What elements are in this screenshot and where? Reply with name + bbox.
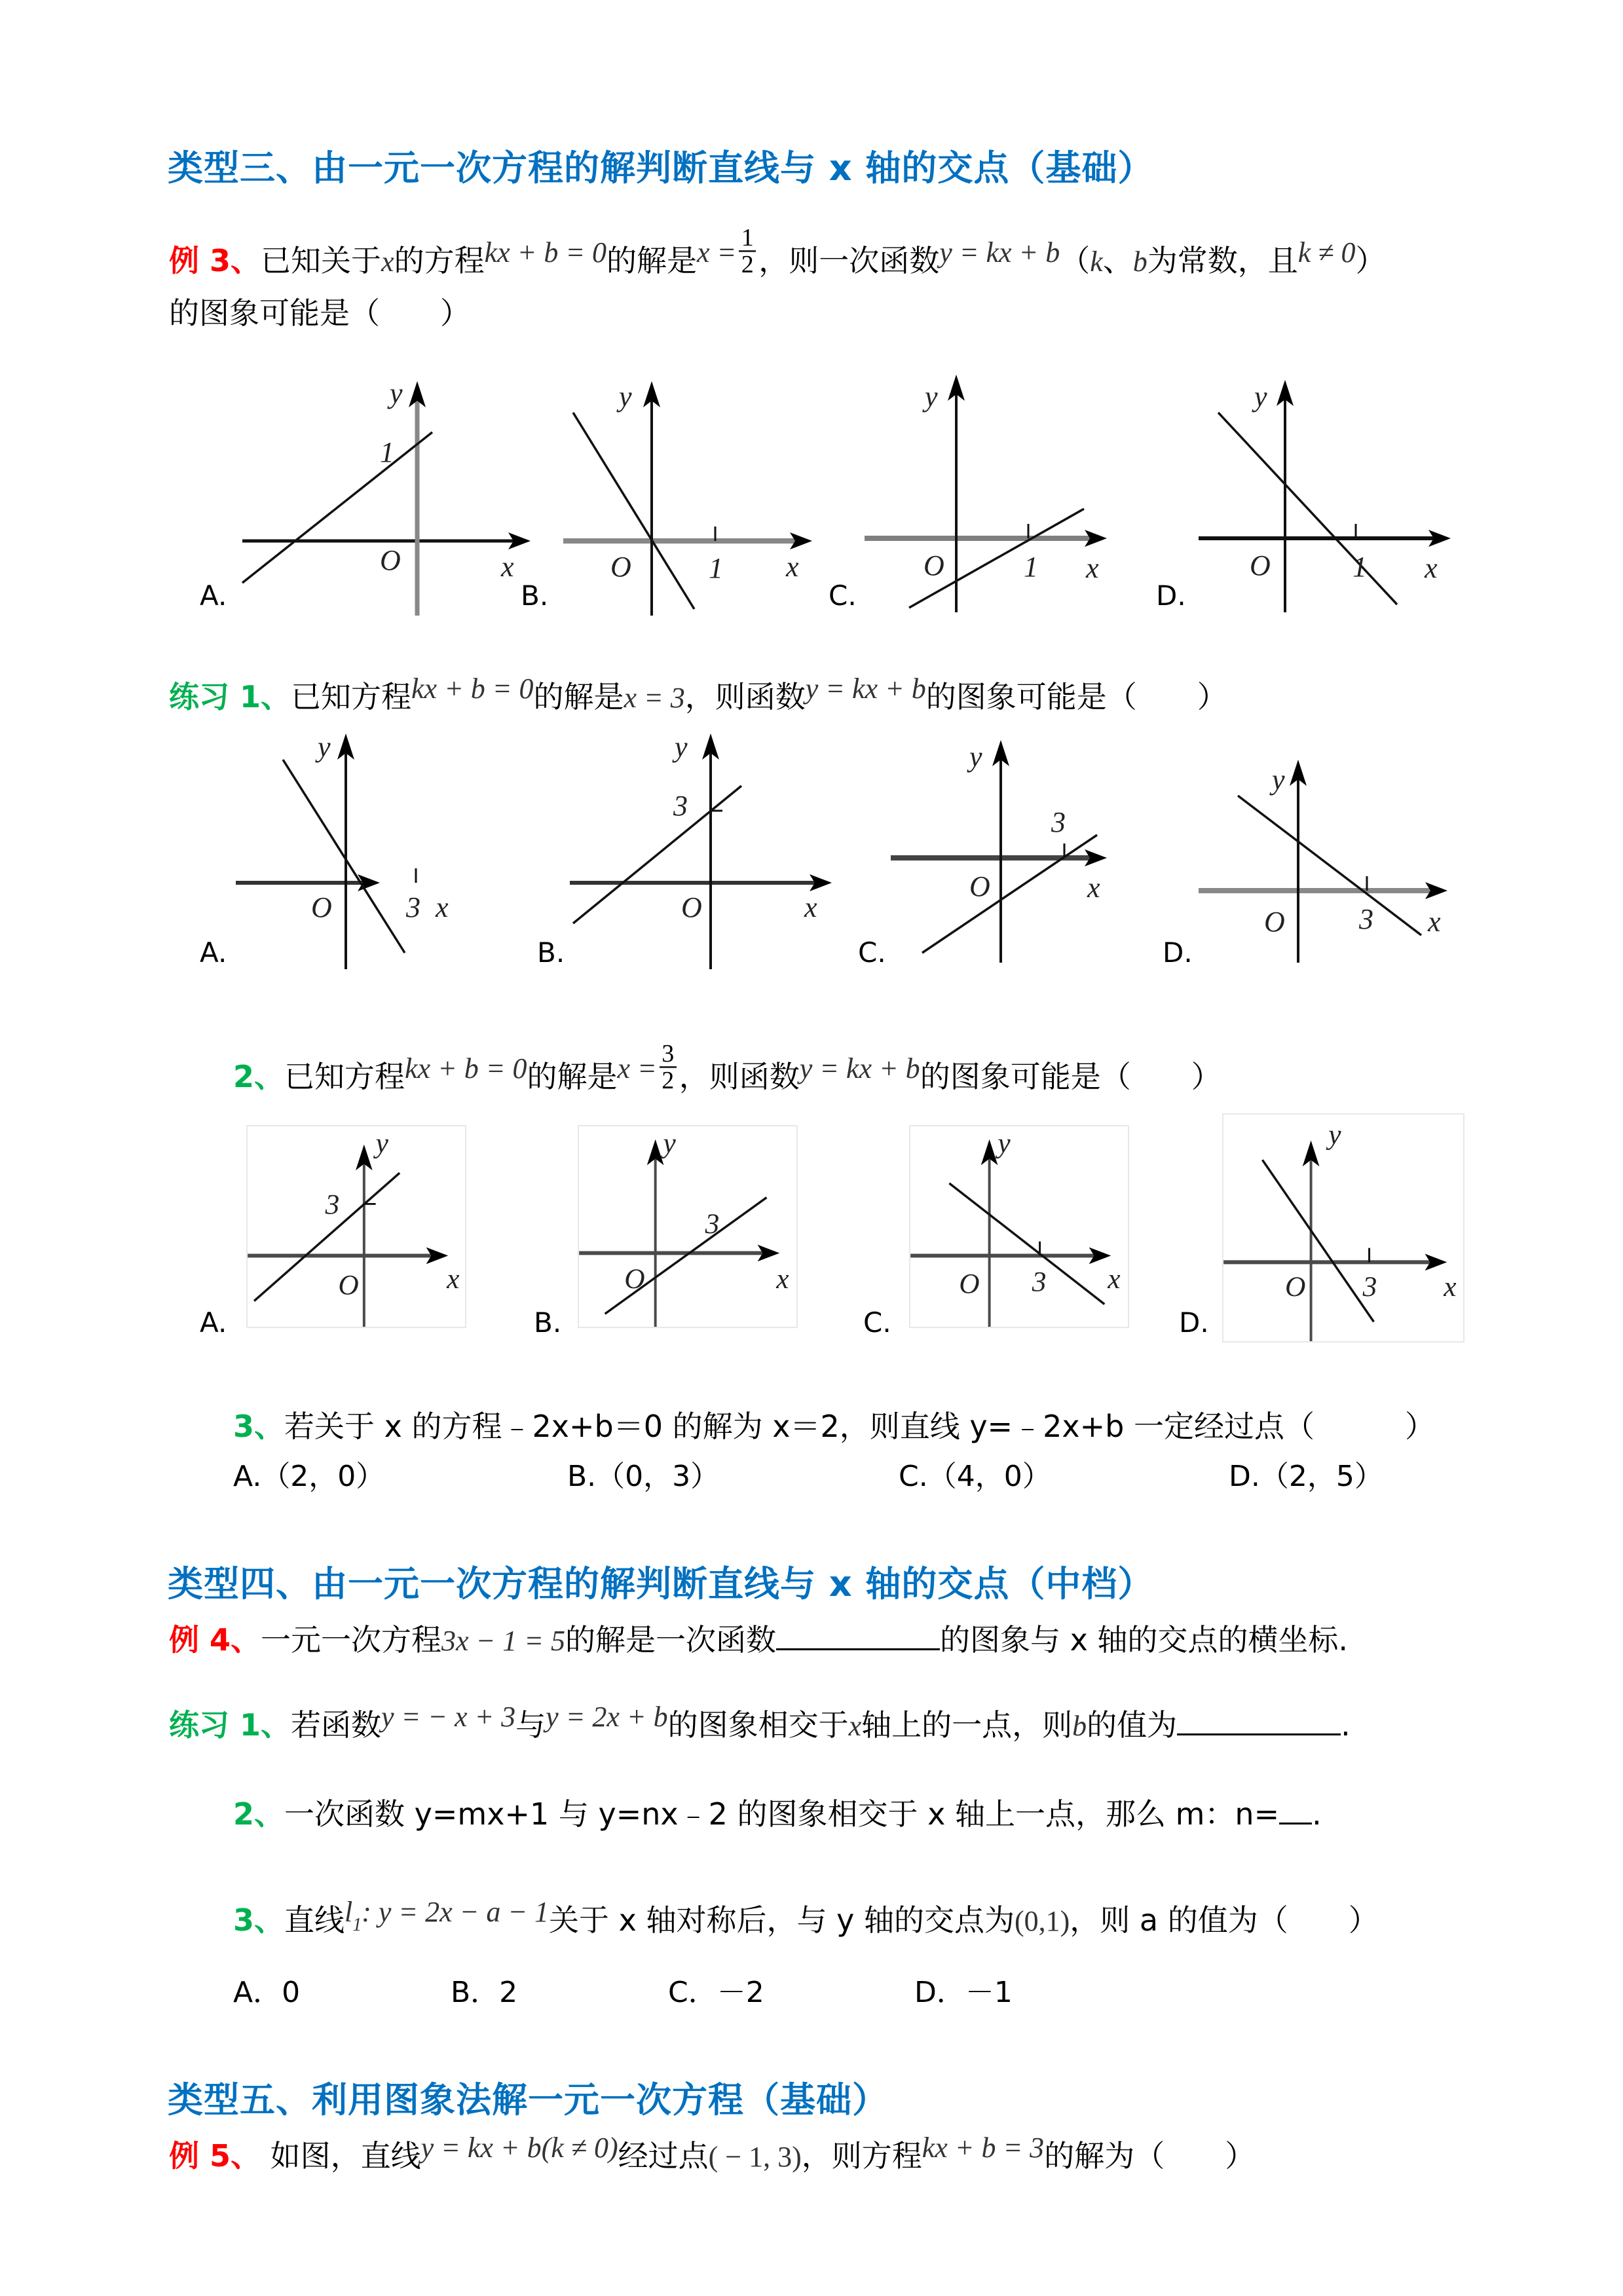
text: 的图象可能是（ ） (920, 1059, 1222, 1094)
math-equation: kx + b = 3 (922, 2132, 1045, 2164)
intercept-label: 1 (709, 552, 723, 584)
text: 的值为 (1087, 1707, 1178, 1743)
math-function: y = kx + b (799, 1052, 920, 1084)
intercept-label: 1 (380, 436, 394, 468)
section-heading-type3: 类型三、由一元一次方程的解判断直线与 x 轴的交点（基础） (168, 147, 1154, 189)
math-solution: x = (697, 236, 737, 268)
coordinate-graph (248, 1126, 465, 1327)
type4-practice2-label: 2、 (233, 1796, 285, 1832)
intercept-label: 3 (1359, 903, 1373, 935)
coordinate-graph (1192, 367, 1487, 616)
origin-label: O (959, 1268, 980, 1300)
text: 为常数，且 (1147, 243, 1298, 278)
math-var: k (1090, 246, 1103, 278)
math-equation: : y = 2x − a − 1 (362, 1896, 550, 1928)
text: ，则方程 (801, 2138, 922, 2174)
practice2-option-letter-d[interactable]: D. (1179, 1306, 1209, 1339)
coordinate-graph (216, 367, 514, 616)
example4-question (169, 1620, 1348, 1661)
x-axis-label: x (804, 891, 817, 923)
text: 直线 (284, 1902, 345, 1938)
text: 与 (515, 1707, 546, 1743)
function-line (283, 760, 405, 953)
example3-question-line2: 的图象可能是（ ） (169, 295, 470, 331)
origin-label: O (1250, 549, 1271, 582)
origin-label: O (1285, 1270, 1306, 1303)
math-equation: kx + b = 0 (411, 673, 534, 705)
y-axis-label: y (998, 1127, 1011, 1159)
text: 一次函数 y=mx+1 与 y=nx﹣2 的图象相交于 x 轴上一点，那么 m：n= (284, 1796, 1280, 1832)
denominator: 2 (741, 251, 754, 278)
text: . (1341, 1707, 1351, 1743)
origin-label: O (380, 544, 401, 576)
y-axis-label: y (969, 741, 982, 773)
text: 一元一次方程 (261, 1622, 442, 1657)
x-axis-label: x (1086, 552, 1099, 584)
y-axis-label: y (318, 731, 331, 763)
text: 经过点 (618, 2138, 709, 2174)
math-function: y = − x + 3 (381, 1701, 516, 1733)
y-axis-label: y (1254, 380, 1267, 413)
practice3-question (233, 1407, 1435, 1446)
intercept-label: 1 (1352, 551, 1367, 583)
coordinate-graph (537, 367, 832, 616)
coordinate-graph (1199, 760, 1474, 963)
text: 的解是 (533, 679, 624, 714)
fraction (660, 1041, 677, 1093)
practice3-option-b[interactable]: B.（0，3） (567, 1460, 720, 1493)
practice2-option-graph-b[interactable] (578, 1125, 798, 1328)
y-axis-label: y (390, 377, 403, 409)
y-axis-label: y (1272, 764, 1285, 796)
type4-practice3-label: 3、 (233, 1902, 285, 1938)
text: 若函数 (291, 1707, 382, 1743)
math-solution: x = 3 (624, 682, 685, 714)
origin-label: O (624, 1263, 645, 1295)
text: 若关于 x 的方程﹣2x+b＝0 的解为 x＝2，则直线 y=﹣2x+b 一定经过点（ ） (284, 1409, 1435, 1444)
y-axis-label: y (925, 380, 938, 413)
coordinate-graph (891, 740, 1166, 963)
text: 关于 x 轴对称后，与 y 轴的交点为 (549, 1902, 1015, 1938)
practice1-label: 练习 1、 (169, 679, 291, 714)
text: 的图象可能是（ ） (925, 679, 1227, 714)
practice2-option-letter-c[interactable]: C. (863, 1306, 891, 1339)
example3-option-letter-a[interactable]: A. (200, 580, 227, 612)
text: （ (1060, 243, 1091, 278)
example3-option-letter-d[interactable]: D. (1156, 580, 1186, 612)
example3-option-letter-c[interactable]: C. (829, 580, 857, 612)
text: 的解是 (527, 1059, 618, 1094)
math-function: y = kx + b (939, 236, 1060, 268)
math-solution: x = (617, 1052, 657, 1084)
x-axis-label: x (447, 1263, 460, 1295)
practice1-option-letter-c[interactable]: C. (858, 936, 886, 969)
numerator: 3 (662, 1040, 675, 1067)
y-axis-label: y (375, 1127, 388, 1159)
coordinate-graph (865, 367, 1159, 616)
intercept-label: 3 (1051, 806, 1066, 838)
origin-label: O (923, 549, 944, 582)
text: ，则 a 的值为（ ） (1070, 1902, 1379, 1938)
math-var: x (848, 1710, 862, 1742)
math-equation: kx + b = 0 (405, 1052, 527, 1084)
x-axis-label: x (1108, 1263, 1121, 1295)
practice3-option-a[interactable]: A.（2，0） (233, 1460, 385, 1493)
practice2-option-letter-b[interactable]: B. (534, 1306, 562, 1339)
practice3-option-c[interactable]: C.（4，0） (899, 1460, 1051, 1493)
math-var: b (1072, 1710, 1087, 1742)
y-axis-label: y (1328, 1119, 1341, 1151)
math-equation: 3x − 1 = 5 (441, 1625, 565, 1657)
text: ，则函数 (679, 1059, 800, 1094)
text: 的解是一次函数 (565, 1622, 776, 1657)
origin-label: O (1264, 906, 1285, 938)
x-axis-label: x (1444, 1270, 1457, 1303)
practice1-option-graph-d[interactable] (1199, 760, 1474, 963)
intercept-label: 3 (1362, 1270, 1377, 1303)
section-heading-type4: 类型四、由一元一次方程的解判断直线与 x 轴的交点（中档） (168, 1563, 1154, 1604)
text: 的解是 (606, 243, 698, 278)
math-var: l (345, 1896, 353, 1928)
example3-option-graph-b[interactable] (537, 367, 832, 616)
math-var: x (381, 246, 394, 278)
math-function: y = kx + b (805, 673, 926, 705)
section-heading-type5: 类型五、利用图象法解一元一次方程（基础） (168, 2079, 888, 2120)
y-axis-label: y (675, 731, 688, 763)
practice2-option-graph-a[interactable] (246, 1125, 466, 1328)
practice2-label: 2、 (233, 1059, 285, 1094)
answer-blank[interactable] (776, 1622, 940, 1650)
practice2-option-graph-c[interactable] (909, 1125, 1129, 1328)
intercept-label: 1 (1024, 551, 1038, 583)
example3-option-graph-d[interactable] (1192, 367, 1487, 616)
practice3-label: 3、 (233, 1409, 285, 1444)
function-line (605, 1198, 767, 1314)
math-function: y = 2x + b (546, 1701, 668, 1733)
denominator: 2 (662, 1067, 675, 1094)
example3-question-line1 (169, 224, 1386, 289)
practice1-option-letter-a[interactable]: A. (200, 936, 227, 969)
practice2-option-graph-d[interactable] (1222, 1113, 1464, 1342)
origin-label: O (338, 1269, 359, 1301)
math-function: y = kx + b(k ≠ 0) (420, 2132, 618, 2164)
type4-practice3-option-b[interactable]: B．2 (451, 1976, 518, 2009)
math-subscript: 1 (352, 1915, 362, 1935)
origin-label: O (969, 870, 990, 902)
text: ，则一次函数 (758, 243, 940, 278)
type4-practice2-question (233, 1794, 1322, 1834)
intercept-label: 3 (705, 1208, 720, 1240)
origin-label: O (681, 891, 702, 923)
type4-practice1-label: 练习 1、 (169, 1707, 291, 1743)
text: 轴上的一点，则 (861, 1707, 1073, 1743)
example5-question (169, 2132, 1256, 2177)
coordinate-graph (579, 1126, 796, 1327)
text: 的图象相交于 (667, 1707, 849, 1743)
intercept-label: 3 (1032, 1266, 1047, 1298)
practice1-option-graph-b[interactable] (570, 727, 845, 969)
x-axis-label: x (436, 891, 449, 923)
x-axis-label: x (1087, 872, 1100, 904)
answer-blank[interactable] (1279, 1796, 1312, 1824)
function-line (1218, 413, 1397, 604)
practice2-option-letter-a[interactable]: A. (200, 1306, 227, 1339)
origin-label: O (311, 891, 332, 923)
intercept-label: 3 (673, 790, 688, 822)
math-var: b (1132, 246, 1147, 278)
y-axis-label: y (619, 380, 632, 413)
text: 、 (1102, 243, 1133, 278)
text: 的解为（ ） (1044, 2138, 1256, 2174)
function-line (922, 835, 1097, 953)
x-axis-label: x (786, 551, 799, 583)
practice2-question (233, 1040, 1222, 1105)
example5-label: 例 5、 (169, 2138, 261, 2174)
practice1-option-graph-c[interactable] (891, 740, 1166, 963)
text: 的方程 (394, 243, 485, 278)
text: 已知方程 (291, 679, 412, 714)
answer-blank[interactable] (1177, 1707, 1341, 1735)
coordinate-graph (236, 727, 511, 969)
x-axis-label: x (501, 551, 514, 583)
text: 的图象与 x 轴的交点的横坐标. (939, 1622, 1349, 1657)
function-line (573, 413, 694, 609)
type4-practice3-question (233, 1896, 1379, 1945)
numerator: 1 (741, 224, 754, 251)
coordinate-graph (910, 1126, 1128, 1327)
type4-practice3-option-a[interactable]: A．0 (233, 1976, 301, 2009)
text: ） (1355, 243, 1386, 278)
origin-label: O (610, 551, 631, 583)
text: 如图，直线 (270, 2138, 421, 2174)
intercept-label: 3 (406, 891, 420, 923)
coordinate-graph (1223, 1115, 1463, 1341)
example4-label: 例 4、 (169, 1622, 261, 1657)
practice1-option-graph-a[interactable] (236, 727, 511, 969)
function-line (573, 786, 741, 923)
type4-practice1-question (169, 1701, 1351, 1746)
example3-option-graph-c[interactable] (865, 367, 1159, 616)
function-line (1262, 1160, 1373, 1322)
fraction (739, 225, 756, 277)
example3-option-graph-a[interactable] (216, 367, 514, 616)
y-axis-label: y (663, 1127, 676, 1159)
math-point: (0,1) (1014, 1905, 1070, 1937)
math-equation: kx + b = 0 (484, 236, 607, 268)
text: 已知方程 (284, 1059, 405, 1094)
example3-label: 例 3、 (169, 243, 261, 278)
x-axis-label: x (1425, 552, 1438, 584)
text: ，则函数 (684, 679, 806, 714)
x-axis-label: x (776, 1263, 789, 1295)
example3-option-letter-b[interactable]: B. (521, 580, 549, 612)
practice1-option-letter-d[interactable]: D. (1163, 936, 1193, 969)
math-point: ( − 1, 3) (708, 2141, 802, 2173)
type4-practice3-option-d[interactable]: D．－1 (914, 1976, 1013, 2009)
practice1-question (169, 673, 1227, 718)
x-axis-label: x (1428, 906, 1441, 938)
math-condition: k ≠ 0 (1297, 236, 1356, 268)
practice3-option-d[interactable]: D.（2，5） (1229, 1460, 1383, 1493)
coordinate-graph (570, 727, 845, 969)
type4-practice3-option-c[interactable]: C．－2 (668, 1976, 764, 2009)
text: . (1312, 1796, 1322, 1832)
practice1-option-letter-b[interactable]: B. (537, 936, 565, 969)
text: 已知关于 (261, 243, 382, 278)
intercept-label: 3 (325, 1189, 340, 1221)
function-line (242, 432, 432, 583)
